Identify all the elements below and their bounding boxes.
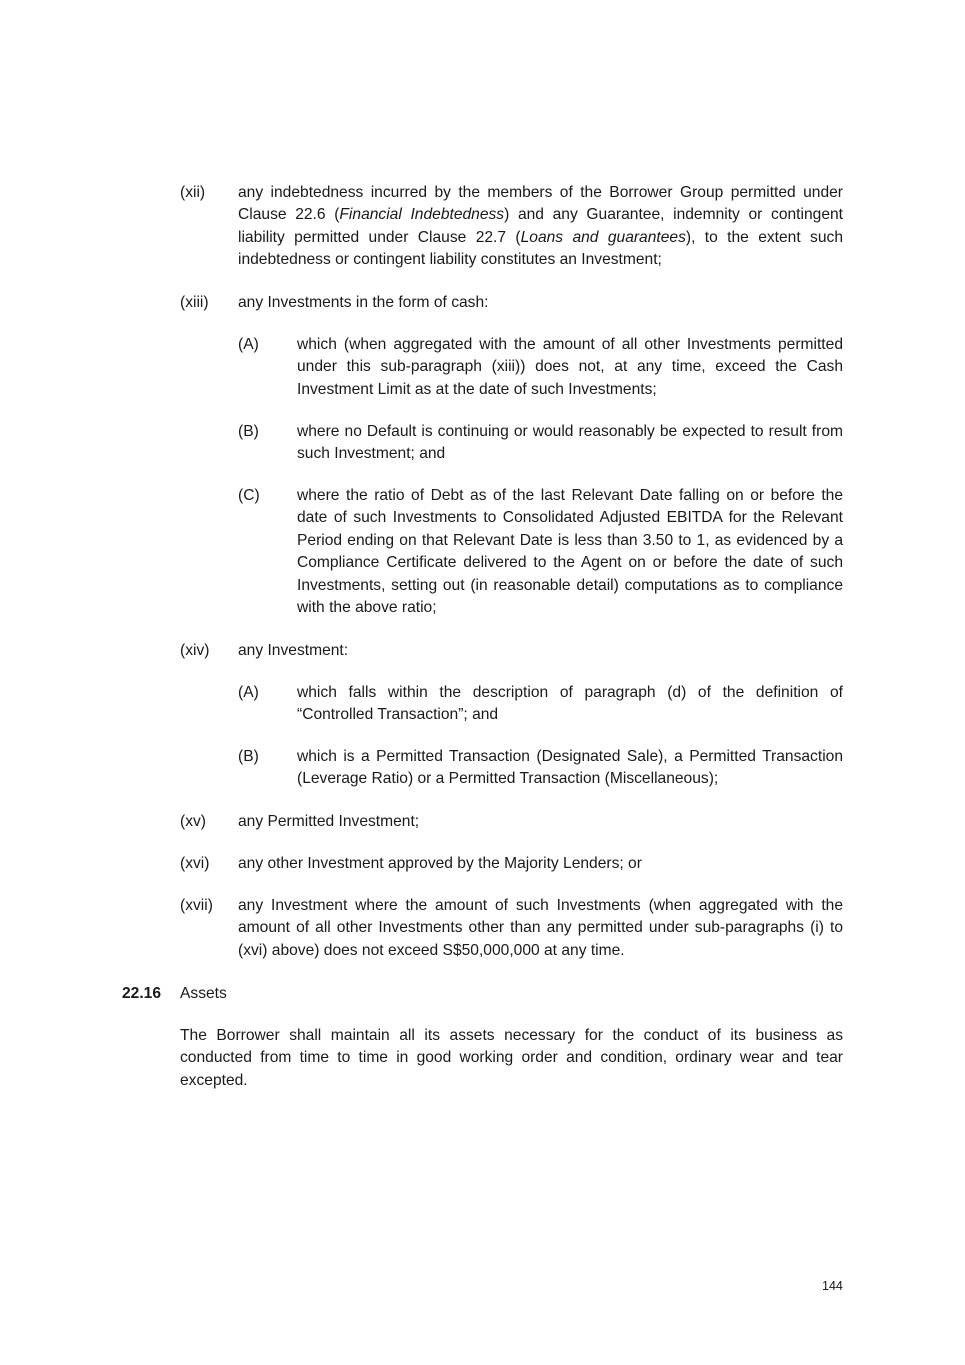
section-body: The Borrower shall maintain all its assets necessary for the conduct of its business as conducted from time to time in good working order and condition, ordinary wear and tear excepted. (180, 1027, 843, 1089)
item-label-xiv: (xiv) (180, 642, 210, 659)
subitem-label-xiii-b: (B) (238, 423, 259, 440)
subitem-text-xiv-a: which falls within the description of paragraph (d) of the definition of “Controlled Transaction”; and (297, 684, 843, 724)
item-label-xvi: (xvi) (180, 855, 210, 872)
item-text-xvii: any Investment where the amount of such Investments (when aggregated with the amount of all other Investments other than any permitted under sub-paragraphs (i) to (xvi) above) does not exceed S$50,000,000 at any time. (238, 897, 843, 959)
subitem-label-xiv-a: (A) (238, 684, 259, 701)
subitem-label-xiii-a: (A) (238, 336, 259, 353)
subitem-text-xiii-a: which (when aggregated with the amount of all other Investments permitted under this sub-paragraph (xiii)) does not, at any time, exceed the Cash Investment Limit as at the date of such Investments; (297, 336, 843, 398)
item-text-xiv: any Investment: (238, 642, 349, 659)
section-title: Assets (180, 985, 227, 1002)
item-label-xv: (xv) (180, 813, 206, 830)
subitem-text-xiii-c: where the ratio of Debt as of the last Relevant Date falling on or before the date of such Investments to Consolidated Adjusted EBITDA for the Relevant Period ending on that Relevant Date is less than 3.50 to 1, as evidenced by a Compliance Certificate delivered to the Agent on or before the date of such Investments, setting out (in reasonable detail) computations as to compliance with the above ratio; (297, 487, 843, 617)
item-text-xiii: any Investments in the form of cash: (238, 294, 489, 311)
item-text-xvi: any other Investment approved by the Majority Lenders; or (238, 855, 642, 872)
subitem-label-xiv-b: (B) (238, 748, 259, 765)
item-xii-text-part1: any indebtedness incurred by the members of the Borrower Group permitted under Clause 22.6 ( (238, 184, 843, 224)
item-xii-text-part3: ), to the extent such indebtedness or contingent liability constitutes an Investment; (238, 228, 843, 269)
item-xii-emphasis-1: Financial Indebtedness (339, 206, 505, 224)
item-xii-emphasis-2: Loans and guarantees (520, 228, 686, 246)
item-text-xii (238, 182, 843, 272)
item-label-xiii: (xiii) (180, 294, 209, 311)
section-number: 22.16 (122, 985, 162, 1002)
page-number: 144 (822, 1279, 843, 1293)
item-label-xii: (xii) (180, 184, 206, 201)
item-text-xv: any Permitted Investment; (238, 813, 420, 830)
subitem-text-xiv-b: which is a Permitted Transaction (Designated Sale), a Permitted Transaction (Leverage Ratio) or a Permitted Transaction (Miscellaneous); (297, 748, 843, 788)
subitem-label-xiii-c: (C) (238, 487, 260, 504)
item-xii-text-part2: ) and any Guarantee, indemnity or contingent liability permitted under Clause 22.7 ( (238, 206, 843, 246)
item-label-xvii: (xvii) (180, 897, 213, 914)
subitem-text-xiii-b: where no Default is continuing or would reasonably be expected to result from such Investment; and (297, 423, 843, 463)
